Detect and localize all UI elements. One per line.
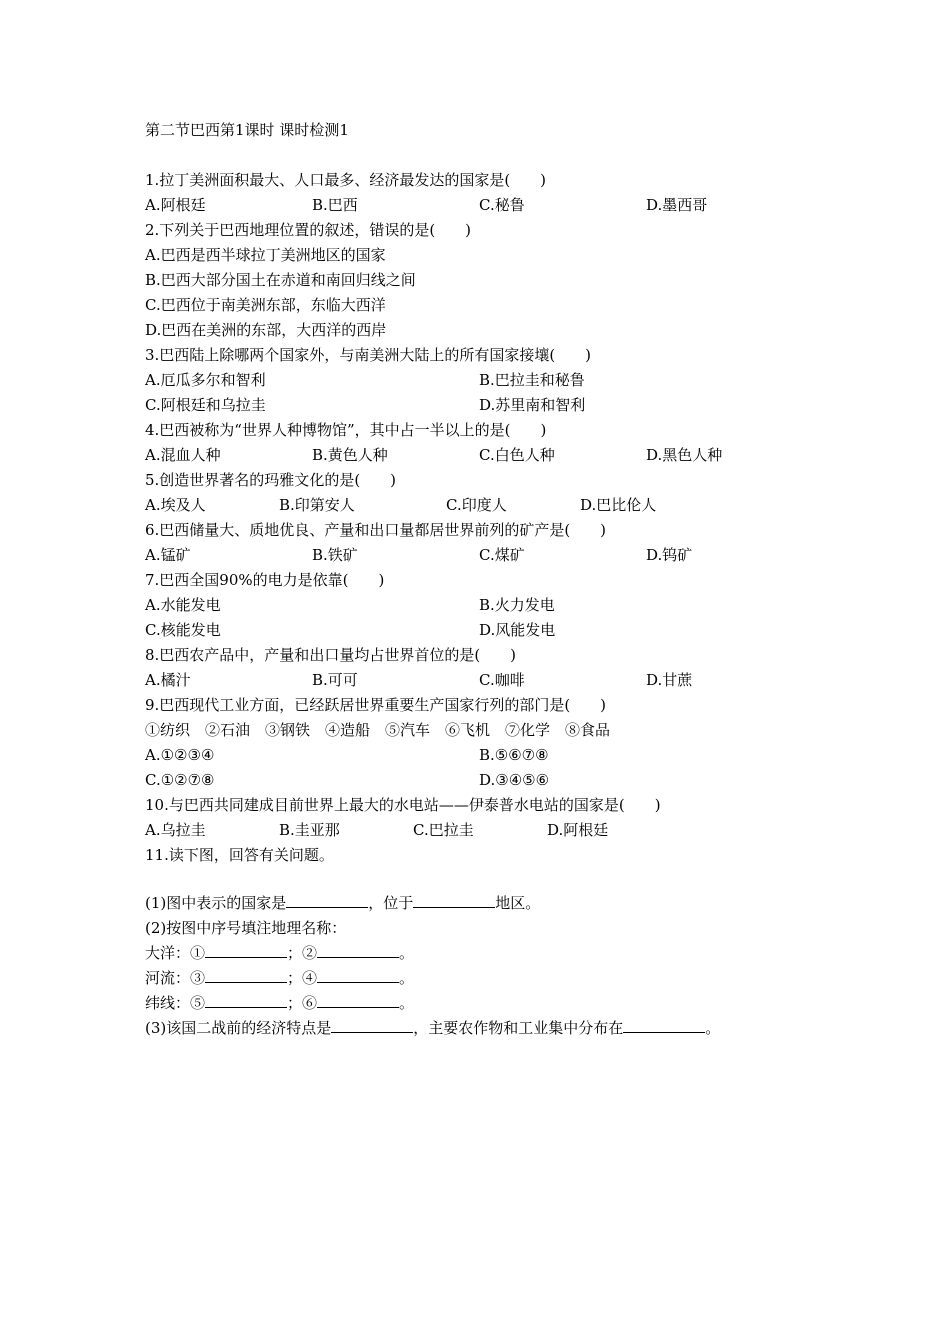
answer-blank[interactable] [317,967,399,983]
question-8-options [145,668,825,693]
question-8-stem: 8.巴西农产品中，产量和出口量均占世界首位的是( ) [145,646,517,664]
question-3-options-row1 [145,368,825,393]
question-4-stem: 4.巴西被称为“世界人种博物馆”，其中占一半以上的是( ) [145,421,547,439]
option-b: B.巴西 [312,196,358,214]
question-1-stem: 1.拉丁美洲面积最大、人口最多、经济最发达的国家是( ) [145,171,547,189]
option-c: C.巴西位于南美洲东部，东临大西洋 [145,296,386,314]
option-b: B.巴西大部分国土在赤道和南回归线之间 [145,271,416,289]
question-5-stem: 5.创造世界著名的玛雅文化的是( ) [145,471,397,489]
option-a: A.埃及人 [145,496,206,514]
part-3-text-b: ，主要农作物和工业集中分布在 [413,1019,624,1037]
option-b: B.可可 [312,671,358,689]
answer-blank[interactable] [205,992,287,1008]
answer-blank[interactable] [623,1017,705,1033]
question-6-options [145,543,825,568]
ocean-row [145,941,825,966]
question-5-options [145,493,825,518]
question-3-options-row2 [145,393,825,418]
question-9-items: ①纺织 ②石油 ③钢铁 ④造船 ⑤汽车 ⑥飞机 ⑦化学 ⑧食品 [145,721,611,739]
option-a: A.橘汁 [145,671,191,689]
option-a: A.厄瓜多尔和智利 [145,371,266,389]
option-d: D.黑色人种 [646,446,723,464]
river-label-2: ；④ [287,969,318,987]
river-row [145,966,825,991]
option-a: A.乌拉圭 [145,821,206,839]
latitude-label-2: ；⑥ [287,994,318,1012]
ocean-label-2: ；② [287,944,318,962]
option-d: D.阿根廷 [547,821,609,839]
period: 。 [399,994,415,1012]
option-b: B.巴拉圭和秘鲁 [479,371,585,389]
part-1-text-a: (1)图中表示的国家是 [145,894,287,912]
option-d: D.苏里南和智利 [479,396,586,414]
option-c: C.白色人种 [479,446,555,464]
option-c: C.阿根廷和乌拉圭 [145,396,266,414]
option-d: D.甘蔗 [646,671,693,689]
page-title: 第二节巴西第1课时 课时检测1 [145,121,349,139]
answer-blank[interactable] [205,967,287,983]
question-6-stem: 6.巴西储量大、质地优良、产量和出口量都居世界前列的矿产是( ) [145,521,607,539]
answer-blank[interactable] [205,942,287,958]
option-b: B.⑤⑥⑦⑧ [479,746,549,764]
answer-blank[interactable] [413,892,495,908]
spacer [145,868,825,891]
question-3-stem: 3.巴西陆上除哪两个国家外，与南美洲大陆上的所有国家接壤( ) [145,346,592,364]
part-1-text-b: ，位于 [368,894,414,912]
question-1-options [145,193,825,218]
option-d: D.墨西哥 [646,196,708,214]
part-3-text-a: (3)该国二战前的经济特点是 [145,1019,332,1037]
answer-blank[interactable] [317,942,399,958]
question-9-options-row1 [145,743,825,768]
option-c: C.印度人 [446,496,507,514]
answer-blank[interactable] [286,892,368,908]
option-b: B.火力发电 [479,596,555,614]
question-4-options [145,443,825,468]
answer-blank[interactable] [331,1017,413,1033]
question-9-options-row2 [145,768,825,793]
option-c: C.秘鲁 [479,196,525,214]
question-10-stem: 10.与巴西共同建成目前世界上最大的水电站——伊泰普水电站的国家是( ) [145,796,661,814]
question-9-stem: 9.巴西现代工业方面，已经跃居世界重要生产国家行列的部门是( ) [145,696,607,714]
option-c: C.巴拉圭 [413,821,474,839]
option-a: A.混血人种 [145,446,221,464]
option-c: C.煤矿 [479,546,525,564]
option-a: A.水能发电 [145,596,221,614]
option-c: C.核能发电 [145,621,221,639]
option-b: B.圭亚那 [279,821,340,839]
option-c: C.①②⑦⑧ [145,771,215,789]
ocean-label: 大洋：① [145,944,206,962]
question-11-stem: 11.读下图，回答有关问题。 [145,846,334,864]
option-b: B.印第安人 [279,496,355,514]
question-7-options-row1 [145,593,825,618]
question-11-part-2: (2)按图中序号填注地理名称： [145,919,347,937]
period: 。 [399,969,415,987]
option-a: A.①②③④ [145,746,215,764]
worksheet [145,118,825,1041]
question-10-options [145,818,825,843]
question-2-stem: 2.下列关于巴西地理位置的叙述，错误的是( ) [145,221,472,239]
option-d: D.风能发电 [479,621,556,639]
option-a: A.锰矿 [145,546,191,564]
river-label: 河流：③ [145,969,206,987]
option-d: D.钨矿 [646,546,693,564]
option-d: D.③④⑤⑥ [479,771,550,789]
option-b: B.黄色人种 [312,446,388,464]
latitude-label: 纬线：⑤ [145,994,206,1012]
option-a: A.巴西是西半球拉丁美洲地区的国家 [145,246,386,264]
period: 。 [705,1019,721,1037]
answer-blank[interactable] [317,992,399,1008]
question-11-part-1 [145,891,825,916]
option-b: B.铁矿 [312,546,358,564]
question-7-stem: 7.巴西全国90%的电力是依靠( ) [145,571,385,589]
option-a: A.阿根廷 [145,196,206,214]
part-1-text-c: 地区。 [495,894,541,912]
option-d: D.巴西在美洲的东部，大西洋的西岸 [145,321,387,339]
period: 。 [399,944,415,962]
option-d: D.巴比伦人 [580,496,657,514]
latitude-row [145,991,825,1016]
question-7-options-row2 [145,618,825,643]
option-c: C.咖啡 [479,671,525,689]
question-11-part-3 [145,1016,825,1041]
